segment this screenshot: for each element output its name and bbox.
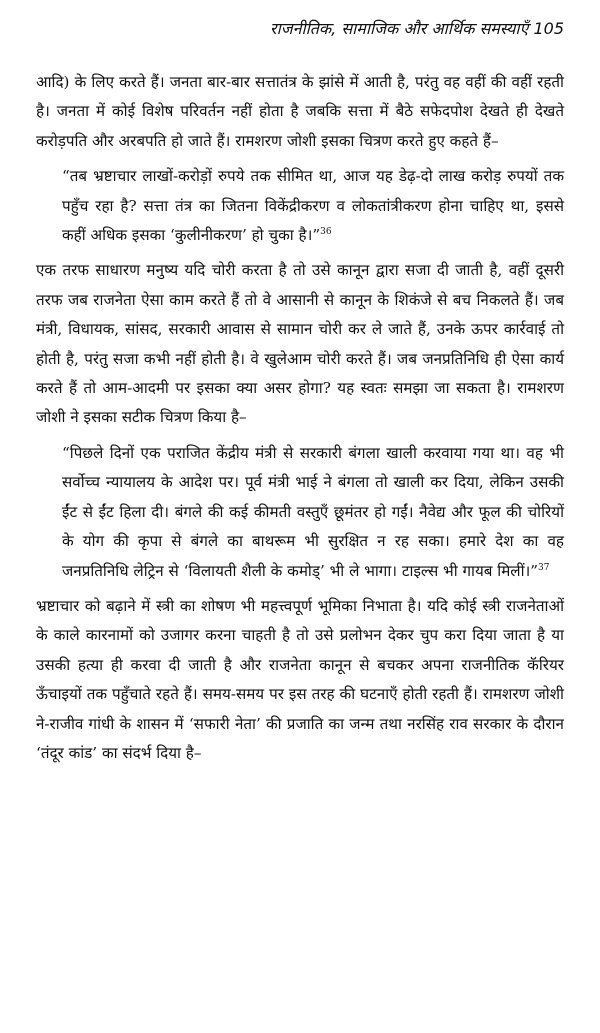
running-header: राजनीतिक, सामाजिक और आर्थिक समस्याएँ 105: [270, 19, 564, 38]
footnote-ref-37: 37: [538, 562, 550, 573]
quote-text: “पिछले दिनों एक पराजित केंद्रीय मंत्री से सरकारी बंगला खाली करवाया गया था। वह भी सर्वोच्च न्यायालय के आदेश पर। पूर्व मंत्री भाई ने बंगला तो खाली कर दिया, लेकिन उसकी ईंट से ईंट हिला दी। बंगले की कई कीमती वस्तुएँ छूमंतर हो गईं। नैवेद्य और फूल की चोरियों के योग की कृपा से बंगले का बाथरूम भी सुरक्षित न रह सका। हमारे देश का वह जनप्रतिनिधि लेट्रिन से ‘विलायती शैली के कमोड्’ भी ले भागा। टाइल्स भी गायब मिलीं।”: [62, 443, 564, 580]
body-text: [36, 68, 564, 768]
block-quote-2: [36, 439, 564, 586]
quote-text: “तब भ्रष्टाचार लाखों-करोड़ों रुपये तक सीमित था, आज यह डेढ़-दो लाख करोड़ रुपयों तक पहुँच रहा है? सत्ता तंत्र का जितना विकेंद्रीकरण व लोकतांत्रीकरण होना चाहिए था, इससे कहीं अधिक इसका ‘कुलीनीकरण’ हो चुका है।”: [62, 167, 564, 245]
paragraph-3: भ्रष्टाचार को बढ़ाने में स्त्री का शोषण भी महत्त्वपूर्ण भूमिका निभाता है। यदि कोई स्त्री राजनेताओं के काले कारनामों को उजागर करना चाहती है तो उसे प्रलोभन देकर चुप करा दिया जाता है या उसकी हत्या ही करवा दी जाती है और राजनेता कानून से बचकर अपना राजनीतिक कॅरियर ऊँचाइयों तक पहुँचाते रहते हैं। समय-समय पर इस तरह की घटनाएँ होती रहती हैं। रामशरण जोशी ने-राजीव गांधी के शासन में ‘सफारी नेता’ की प्रजाति का जन्म तथा नरसिंह राव सरकार के दौरान ‘तंदूर कांड’ का संदर्भ दिया है–: [36, 596, 564, 762]
footnote-ref-36: 36: [320, 227, 332, 238]
paragraph-2: एक तरफ साधारण मनुष्य यदि चोरी करता है तो उसे कानून द्वारा सजा दी जाती है, वहीं दूसरी तरफ जब राजनेता ऐसा काम करते हैं तो वे आसानी से कानून के शिकंजे से बच निकलते हैं। जब मंत्री, विधायक, सांसद, सरकारी आवास से सामान चोरी कर ले जाते हैं, उनके ऊपर कार्रवाई तो होती है, परंतु सजा कभी नहीं होती है। वे खुलेआम चोरी करते हैं। जब जनप्रतिनिधि ही ऐसा कार्य करते हैं तो आम-आदमी पर इसका क्या असर होगा? यह स्वतः समझा जा सकता है। रामशरण जोशी ने इसका सटीक चित्रण किया है–: [36, 261, 564, 427]
block-quote-1: [36, 162, 564, 250]
paragraph-1: आदि) के लिए करते हैं। जनता बार-बार सत्तातंत्र के झांसे में आती है, परंतु वह वहीं की वहीं रहती है। जनता में कोई विशेष परिवर्तन नहीं होता है जबकि सत्ता में बैठे सफेदपोश देखते ही देखते करोड़पति और अरबपति हो जाते हैं। रामशरण जोशी इसका चित्रण करते हुए कहते हैं–: [36, 73, 564, 150]
